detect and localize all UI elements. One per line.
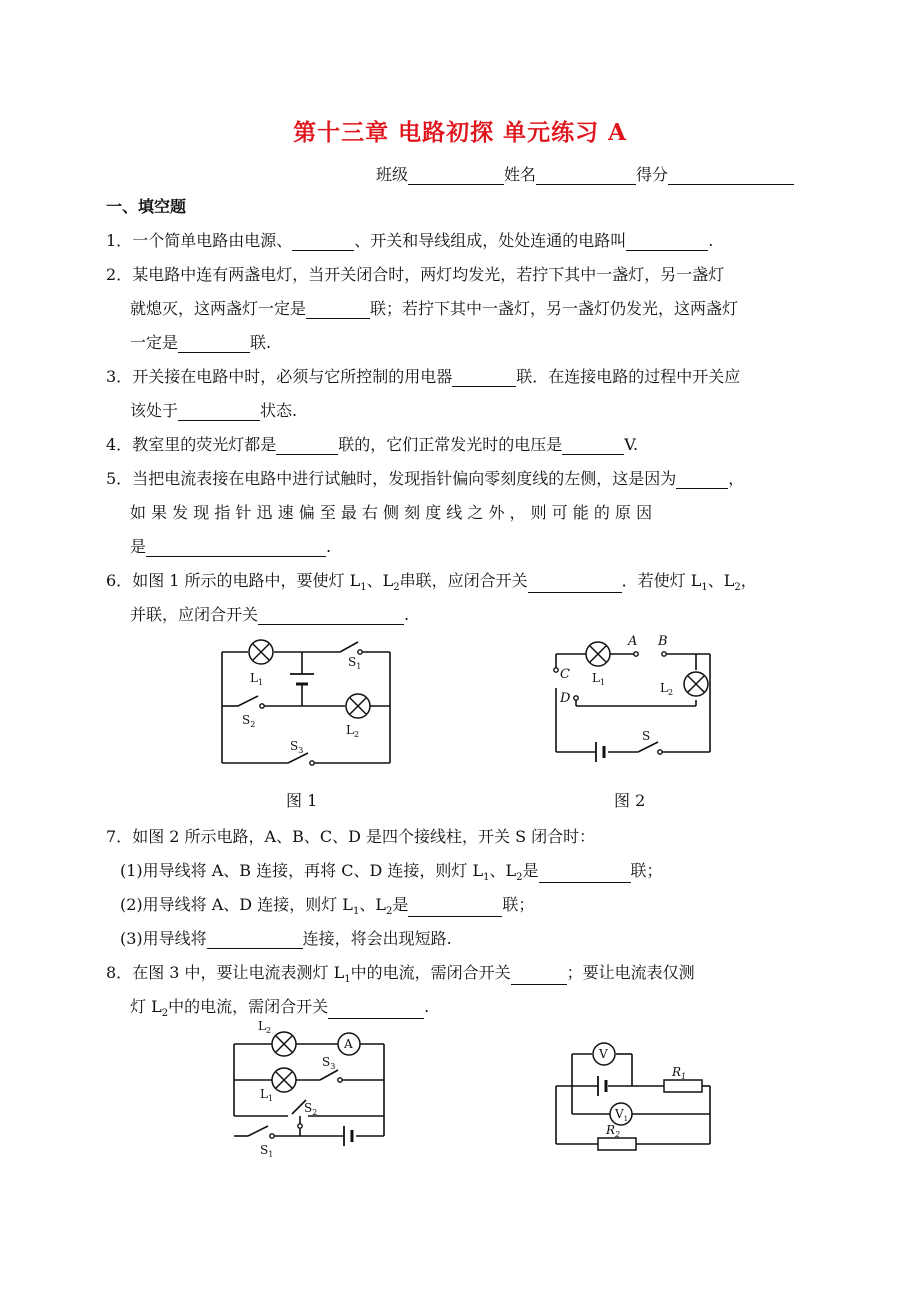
answer-blank[interactable] [408,900,502,917]
student-info [376,162,794,185]
label-v: V [599,1047,608,1061]
answer-blank[interactable] [276,438,338,455]
subscript: 1 [701,582,708,594]
label-s2: $S_2$ [242,713,256,729]
question-text: 是 [130,537,147,556]
question-text: 灯 L [130,997,162,1016]
lamp-icon [684,672,708,696]
page-title: 第十三章 电路初探 单元练习 A [293,119,627,146]
answer-blank[interactable] [528,576,622,593]
question-text: 联； [630,861,663,880]
question-text: 联；若拧下其中一盏灯，另一盏灯仍发光，这两盏灯 [370,299,739,318]
question-text: 一个简单电路由电源、 [132,231,293,250]
subscript: 1 [344,974,351,986]
question-7-part-2 [120,892,534,917]
figure-2-circuit [548,630,728,770]
figure-2-caption: 图 2 [614,791,646,810]
question-text: 连接，将会出现短路. [302,929,452,948]
question-number: 6． [106,571,133,590]
question-text: 、L [366,571,394,590]
question-text: 并联，应闭合开关 [130,605,259,624]
switch-contact-icon [260,704,264,708]
answer-blank[interactable] [626,234,708,251]
subscript: 2 [734,582,741,594]
question-2-line-3 [130,330,271,353]
question-7-part-3 [120,926,452,949]
answer-blank[interactable] [258,608,404,625]
label-b: B [658,634,668,649]
question-text: 是 [392,895,409,914]
question-5-line-2: 如 果 发 现 指 针 迅 速 偏 至 最 右 侧 刻 度 线 之 外 ， 则 可 能 的 原 因 [130,503,653,522]
subscript: 2 [385,906,393,918]
question-7-part-1 [120,858,663,883]
question-text: 联； [502,895,535,914]
answer-blank[interactable] [207,932,303,949]
question-3-line-1 [106,364,740,387]
question-text: 联．在连接电路的过程中开关应 [516,367,741,386]
question-1 [106,228,713,251]
answer-blank[interactable] [562,438,624,455]
answer-blank[interactable] [452,370,516,387]
label-v1: $V_1$ [615,1107,629,1123]
question-5-line-3 [130,534,331,557]
lamp-icon [346,694,370,718]
question-text: 串联，应闭合开关 [399,571,528,590]
question-text: 就熄灭，这两盏灯一定是 [130,299,307,318]
answer-blank[interactable] [511,968,567,985]
class-field[interactable] [408,168,504,185]
answer-blank[interactable] [178,336,250,353]
resistor-icon [664,1080,702,1092]
question-6-line-1 [106,568,757,593]
name-label: 姓名 [504,165,537,184]
question-text: 如图 1 所示的电路中，要使灯 L [132,571,361,590]
question-text: . [708,231,714,250]
label-s3: $S_3$ [290,739,304,755]
figure-3-circuit [220,1018,395,1160]
question-text: 联的，它们正常发光时的电压是 [338,435,563,454]
label-s3: $S_3$ [322,1055,336,1071]
question-7-intro [106,824,595,847]
question-text: ．若使灯 L [621,571,702,590]
lamp-icon [249,640,273,664]
label-a: A [344,1037,353,1051]
question-number: 8． [106,963,133,982]
question-text: ；要让电流表仅测 [566,963,695,982]
score-label: 得分 [636,165,669,184]
switch-contact-icon [270,1134,274,1138]
label-l1: $L_1$ [592,671,606,687]
label-l1: $L_1$ [250,671,264,687]
question-text: 、L [707,571,735,590]
question-number: 5． [106,469,133,488]
label-s1: $S_1$ [260,1143,274,1159]
terminal-a-icon [634,652,638,656]
figure-4-circuit [548,1036,718,1156]
subscript: 1 [483,872,490,884]
section-fill-in: 一、填空题 [106,197,187,216]
label-l2: $L_2$ [660,681,674,697]
class-label: 班级 [376,165,409,184]
subscript: 1 [360,582,367,594]
question-text: (3)用导线将 [120,929,207,948]
question-8-line-1 [106,960,695,985]
question-text: . [404,605,410,624]
question-text: . [326,537,332,556]
question-text: 、开关和导线组成，处处连通的电路叫 [354,231,627,250]
name-field[interactable] [536,168,636,185]
subscript: 2 [393,582,400,594]
question-text: 一定是 [130,333,179,352]
resistor-icon [598,1138,636,1150]
answer-blank[interactable] [292,234,354,251]
label-s: S [642,729,651,743]
answer-blank[interactable] [178,404,260,421]
figure-1-caption: 图 1 [286,791,318,810]
question-text: 如图 2 所示电路，A、B、C、D 是四个接线柱，开关 S 闭合时： [132,827,596,846]
question-text: 、L [489,861,517,880]
question-text: 当把电流表接在电路中进行试触时，发现指针偏向零刻度线的左侧，这是因为 [132,469,677,488]
question-text: (1)用导线将 A、B 连接，再将 C、D 连接，则灯 L [120,861,484,880]
label-l1: $L_1$ [260,1087,274,1103]
lamp-icon [586,642,610,666]
score-field[interactable] [668,168,794,185]
terminal-c-icon [554,668,558,672]
question-number: 7． [106,827,133,846]
question-text: 中的电流，需闭合开关 [168,997,329,1016]
terminal-d-icon [574,696,578,700]
label-l2: $L_2$ [258,1019,272,1035]
subscript: 2 [161,1008,169,1020]
figure-1-circuit [200,630,420,780]
question-6-line-2 [130,602,409,625]
question-text: 该处于 [130,401,179,420]
question-text: 教室里的荧光灯都是 [132,435,277,454]
switch-contact-icon [310,761,314,765]
switch-contact-icon [658,750,662,754]
subscript: 2 [516,872,523,884]
question-3-line-2 [130,398,297,421]
question-8-line-2 [130,994,429,1019]
switch-contact-icon [338,1078,342,1082]
question-number: 2． [106,265,133,284]
question-2-line-2 [130,296,738,319]
question-text: 在图 3 中，要让电流表测灯 L [132,963,345,982]
question-text: ， [728,469,745,488]
label-r2: $R_2$ [606,1123,621,1139]
answer-blank[interactable] [306,302,370,319]
question-number: 3． [106,367,133,386]
question-text: 中的电流，需闭合开关 [350,963,511,982]
question-text: 联. [250,333,272,352]
label-c: C [560,667,570,682]
subscript: 1 [352,906,360,918]
question-number: 1． [106,231,133,250]
answer-blank[interactable] [146,540,326,557]
question-text: (2)用导线将 A、D 连接，则灯 L [120,895,353,914]
answer-blank[interactable] [676,472,728,489]
question-number: 4． [106,435,133,454]
question-5-line-1 [106,466,744,489]
switch-contact-icon [358,650,362,654]
question-4 [106,432,638,455]
label-a: A [628,634,638,649]
lamp-icon [272,1032,296,1056]
question-text: . [424,997,430,1016]
question-text: 开关接在电路中时，必须与它所控制的用电器 [132,367,453,386]
question-text: 状态. [260,401,298,420]
question-text: 、L [359,895,386,914]
question-2-line-1 [106,262,724,285]
lamp-icon [272,1068,296,1092]
question-text: 某电路中连有两盏电灯，当开关闭合时，两灯均发光，若拧下其中一盏灯，另一盏灯 [132,265,725,284]
answer-blank[interactable] [539,866,631,883]
question-text: V. [624,435,639,454]
switch-contact-icon [298,1124,302,1128]
question-text: ， [740,571,757,590]
terminal-b-icon [662,652,666,656]
label-d: D [560,691,571,706]
label-s1: $S_1$ [348,655,362,671]
label-r1: $R_1$ [672,1065,687,1081]
answer-blank[interactable] [328,1002,424,1019]
label-l2: $L_2$ [346,723,360,739]
label-s2: $S_2$ [304,1101,318,1117]
question-text: 是 [522,861,539,880]
